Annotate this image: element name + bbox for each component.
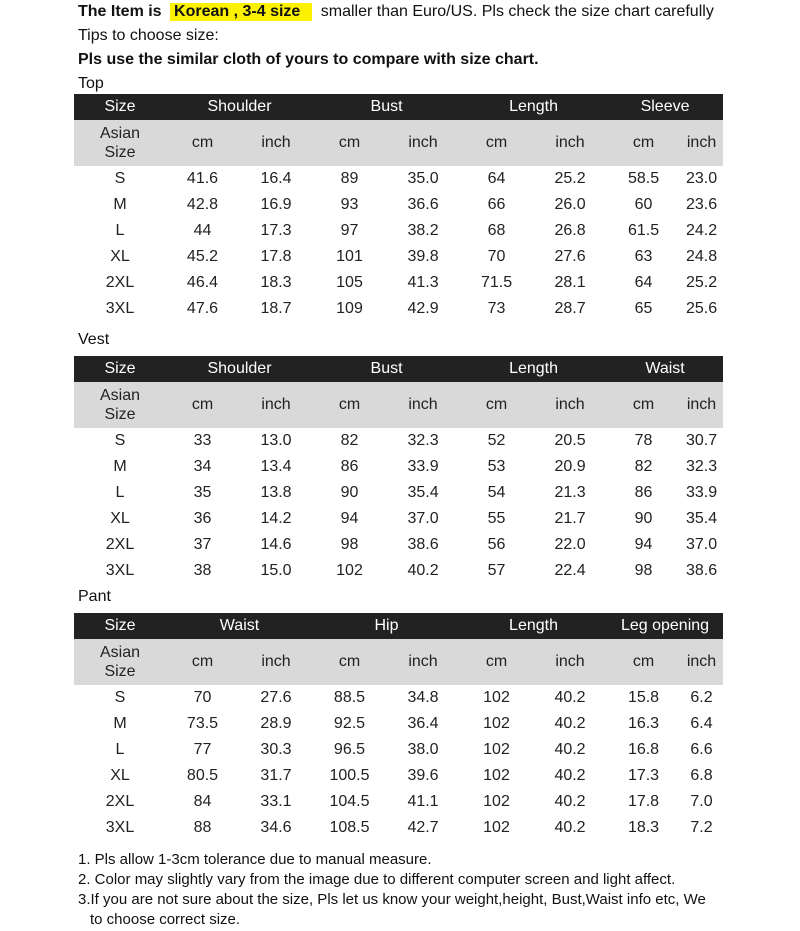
- measurement-cell: 78: [634, 432, 653, 449]
- measurement-cell: 31.7: [260, 767, 292, 784]
- measurement-cell: 38.6: [407, 536, 439, 553]
- unit-cm: cm: [460, 120, 533, 166]
- note-3-continued: to choose correct size.: [90, 911, 241, 928]
- size-header: Size: [74, 356, 166, 382]
- measurement-cell: 6.4: [690, 715, 713, 732]
- table-row: [74, 270, 723, 296]
- measurement-cell: 40.2: [554, 819, 586, 836]
- measurement-cell: 13.0: [260, 432, 292, 449]
- unit-row: [74, 120, 723, 166]
- table-row: [74, 558, 723, 584]
- measurement-cell: 40.2: [407, 562, 439, 579]
- measurement-cell: 39.6: [407, 767, 439, 784]
- unit-cm: cm: [607, 382, 680, 428]
- unit-inch: inch: [680, 120, 723, 166]
- unit-cm: cm: [607, 639, 680, 685]
- size-table-pant: [74, 613, 723, 841]
- measurement-cell: 101: [336, 248, 363, 265]
- measurement-cell: 15.0: [260, 562, 292, 579]
- measurement-cell: 82: [634, 458, 653, 475]
- measurement-cell: 24.8: [685, 248, 718, 265]
- measurement-cell: 65: [634, 300, 653, 317]
- measure-header: Sleeve: [607, 94, 723, 120]
- measurement-cell: 32.3: [407, 432, 439, 449]
- size-cell: M: [113, 715, 127, 732]
- size-cell: 3XL: [105, 300, 135, 317]
- measurement-cell: 30.7: [685, 432, 718, 449]
- table-row: [74, 296, 723, 322]
- table-row: [74, 532, 723, 558]
- measurement-cell: 17.3: [260, 222, 292, 239]
- size-cell: 2XL: [105, 536, 135, 553]
- measurement-cell: 88.5: [333, 689, 366, 706]
- note-3: 3.If you are not sure about the size, Pls let us know your weight,height, Bust,Waist info etc, We: [78, 891, 706, 908]
- measurement-cell: 28.9: [260, 715, 292, 732]
- size-header: Size: [74, 613, 166, 639]
- unit-inch: inch: [680, 382, 723, 428]
- measure-header: Hip: [313, 613, 460, 639]
- measurement-cell: 45.2: [186, 248, 219, 265]
- size-cell: L: [115, 741, 125, 758]
- intro-prefix: The Item is: [78, 3, 162, 20]
- measurement-cell: 33: [193, 432, 212, 449]
- unit-cm: cm: [460, 639, 533, 685]
- measurement-cell: 35.4: [685, 510, 718, 527]
- notes: [78, 850, 728, 930]
- measurement-cell: 17.3: [627, 767, 660, 784]
- size-cell: L: [115, 222, 125, 239]
- measurement-cell: 25.6: [685, 300, 718, 317]
- measurement-cell: 18.3: [260, 274, 292, 291]
- compare-instruction: Pls use the similar cloth of yours to compare with size chart.: [78, 51, 539, 68]
- measurement-cell: 53: [487, 458, 506, 475]
- unit-inch: inch: [386, 120, 460, 166]
- measurement-cell: 52: [487, 432, 506, 449]
- measurement-cell: 13.8: [260, 484, 292, 501]
- measurement-cell: 22.4: [554, 562, 586, 579]
- asian-label-line: Asian: [99, 387, 141, 404]
- measurement-cell: 14.2: [260, 510, 292, 527]
- measurement-cell: 7.2: [690, 819, 713, 836]
- table-row: [74, 763, 723, 789]
- measurement-cell: 22.0: [554, 536, 586, 553]
- measurement-cell: 24.2: [685, 222, 718, 239]
- measurement-cell: 80.5: [186, 767, 219, 784]
- measurement-cell: 102: [483, 819, 510, 836]
- unit-inch: inch: [533, 639, 607, 685]
- measurement-cell: 36.4: [407, 715, 439, 732]
- measurement-cell: 42.9: [407, 300, 439, 317]
- header-row: [74, 94, 723, 120]
- table-row: [74, 737, 723, 763]
- size-cell: S: [114, 432, 126, 449]
- measurement-cell: 33.9: [685, 484, 718, 501]
- unit-inch: inch: [533, 382, 607, 428]
- unit-cm: cm: [460, 382, 533, 428]
- measurement-cell: 33.1: [260, 793, 292, 810]
- measurement-cell: 96.5: [333, 741, 366, 758]
- measurement-cell: 34.8: [407, 689, 439, 706]
- header-row: [74, 613, 723, 639]
- table-row: [74, 480, 723, 506]
- measurement-cell: 42.8: [186, 196, 219, 213]
- table-row: [74, 454, 723, 480]
- measurement-cell: 70: [487, 248, 506, 265]
- measurement-cell: 20.9: [554, 458, 586, 475]
- size-cell: XL: [110, 248, 130, 265]
- unit-cm: cm: [607, 120, 680, 166]
- measurement-cell: 109: [336, 300, 363, 317]
- measurement-cell: 16.3: [627, 715, 660, 732]
- measurement-cell: 17.8: [627, 793, 660, 810]
- measurement-cell: 82: [340, 432, 359, 449]
- measurement-cell: 55: [487, 510, 506, 527]
- measurement-cell: 71.5: [480, 274, 513, 291]
- measurement-cell: 86: [340, 458, 359, 475]
- measurement-cell: 32.3: [685, 458, 718, 475]
- size-highlight: Korean , 3-4 size: [170, 3, 312, 21]
- measurement-cell: 41.3: [407, 274, 439, 291]
- measurement-cell: 25.2: [685, 274, 718, 291]
- size-cell: XL: [110, 767, 130, 784]
- measurement-cell: 56: [487, 536, 506, 553]
- measurement-cell: 41.6: [186, 170, 219, 187]
- intro-line: [78, 3, 714, 21]
- measurement-cell: 7.0: [690, 793, 713, 810]
- table-row: [74, 218, 723, 244]
- unit-row: [74, 639, 723, 685]
- section-title-top: Top: [78, 75, 104, 92]
- measurement-cell: 46.4: [186, 274, 219, 291]
- measure-header: Bust: [313, 356, 460, 382]
- unit-cm: cm: [166, 639, 239, 685]
- table-row: [74, 815, 723, 841]
- measurement-cell: 88: [193, 819, 212, 836]
- measurement-cell: 36: [193, 510, 212, 527]
- measurement-cell: 93: [340, 196, 359, 213]
- measurement-cell: 47.6: [186, 300, 219, 317]
- measurement-cell: 27.6: [554, 248, 586, 265]
- measurement-cell: 94: [634, 536, 653, 553]
- measurement-cell: 13.4: [260, 458, 292, 475]
- measurement-cell: 6.2: [690, 689, 713, 706]
- measurement-cell: 18.7: [260, 300, 292, 317]
- measurement-cell: 63: [634, 248, 653, 265]
- measurement-cell: 40.2: [554, 793, 586, 810]
- measurement-cell: 41.1: [407, 793, 439, 810]
- measurement-cell: 104.5: [329, 793, 370, 810]
- unit-inch: inch: [386, 639, 460, 685]
- measurement-cell: 34.6: [260, 819, 292, 836]
- measurement-cell: 27.6: [260, 689, 292, 706]
- measurement-cell: 30.3: [260, 741, 292, 758]
- measurement-cell: 60: [634, 196, 653, 213]
- measure-header: Waist: [166, 613, 313, 639]
- unit-row: [74, 382, 723, 428]
- measurement-cell: 26.8: [554, 222, 586, 239]
- measurement-cell: 38.0: [407, 741, 439, 758]
- measurement-cell: 86: [634, 484, 653, 501]
- measurement-cell: 42.7: [407, 819, 439, 836]
- size-cell: M: [113, 196, 127, 213]
- size-cell: M: [113, 458, 127, 475]
- unit-inch: inch: [239, 639, 313, 685]
- unit-cm: cm: [166, 120, 239, 166]
- measurement-cell: 64: [634, 274, 653, 291]
- tips-heading: Tips to choose size:: [78, 27, 219, 44]
- table-row: [74, 428, 723, 454]
- size-table-vest: [74, 356, 723, 584]
- header-row: [74, 356, 723, 382]
- measurement-cell: 40.2: [554, 689, 586, 706]
- table-row: [74, 789, 723, 815]
- size-label-line: Size: [104, 144, 136, 161]
- measurement-cell: 84: [193, 793, 212, 810]
- table-row: [74, 506, 723, 532]
- measurement-cell: 18.3: [627, 819, 660, 836]
- measurement-cell: 6.6: [690, 741, 713, 758]
- table-row: [74, 192, 723, 218]
- measurement-cell: 38.6: [685, 562, 718, 579]
- measurement-cell: 28.7: [554, 300, 586, 317]
- measurement-cell: 33.9: [407, 458, 439, 475]
- measurement-cell: 90: [340, 484, 359, 501]
- unit-cm: cm: [166, 382, 239, 428]
- measurement-cell: 21.3: [554, 484, 586, 501]
- measure-header: Shoulder: [166, 356, 313, 382]
- measurement-cell: 73.5: [186, 715, 219, 732]
- measurement-cell: 98: [634, 562, 653, 579]
- measure-header: Bust: [313, 94, 460, 120]
- measure-header: Shoulder: [166, 94, 313, 120]
- note-1: 1. Pls allow 1-3cm tolerance due to manual measure.: [78, 851, 432, 868]
- measurement-cell: 21.7: [554, 510, 586, 527]
- measurement-cell: 36.6: [407, 196, 439, 213]
- measurement-cell: 97: [340, 222, 359, 239]
- asian-size-label: [74, 382, 166, 428]
- section-title-pant: Pant: [78, 588, 111, 605]
- measurement-cell: 102: [483, 741, 510, 758]
- measurement-cell: 102: [483, 767, 510, 784]
- measurement-cell: 58.5: [627, 170, 660, 187]
- unit-inch: inch: [533, 120, 607, 166]
- size-cell: 2XL: [105, 793, 135, 810]
- measurement-cell: 25.2: [554, 170, 586, 187]
- measurement-cell: 90: [634, 510, 653, 527]
- unit-inch: inch: [680, 639, 723, 685]
- measurement-cell: 98: [340, 536, 359, 553]
- unit-cm: cm: [313, 639, 386, 685]
- measure-header: Leg opening: [607, 613, 723, 639]
- size-table-top: [74, 94, 723, 322]
- measurement-cell: 37: [193, 536, 212, 553]
- size-cell: 3XL: [105, 562, 135, 579]
- measurement-cell: 15.8: [627, 689, 660, 706]
- measurement-cell: 108.5: [329, 819, 370, 836]
- measurement-cell: 102: [336, 562, 363, 579]
- measurement-cell: 17.8: [260, 248, 292, 265]
- measurement-cell: 92.5: [333, 715, 366, 732]
- measurement-cell: 39.8: [407, 248, 439, 265]
- measurement-cell: 16.4: [260, 170, 292, 187]
- measurement-cell: 38.2: [407, 222, 439, 239]
- size-label-line: Size: [104, 663, 136, 680]
- unit-cm: cm: [313, 120, 386, 166]
- measurement-cell: 26.0: [554, 196, 586, 213]
- size-cell: 2XL: [105, 274, 135, 291]
- size-cell: XL: [110, 510, 130, 527]
- measurement-cell: 102: [483, 715, 510, 732]
- unit-inch: inch: [386, 382, 460, 428]
- unit-inch: inch: [239, 120, 313, 166]
- measurement-cell: 57: [487, 562, 506, 579]
- size-label-line: Size: [104, 406, 136, 423]
- asian-size-label: [74, 639, 166, 685]
- measurement-cell: 44: [193, 222, 212, 239]
- size-cell: S: [114, 689, 126, 706]
- measurement-cell: 40.2: [554, 767, 586, 784]
- measurement-cell: 77: [193, 741, 212, 758]
- measurement-cell: 38: [193, 562, 212, 579]
- size-cell: 3XL: [105, 819, 135, 836]
- size-cell: S: [114, 170, 126, 187]
- measurement-cell: 105: [336, 274, 363, 291]
- measurement-cell: 54: [487, 484, 506, 501]
- measurement-cell: 94: [340, 510, 359, 527]
- measurement-cell: 102: [483, 793, 510, 810]
- section-title-vest: Vest: [78, 331, 110, 348]
- measurement-cell: 37.0: [407, 510, 439, 527]
- measurement-cell: 20.5: [554, 432, 586, 449]
- size-header: Size: [74, 94, 166, 120]
- measurement-cell: 34: [193, 458, 212, 475]
- note-2: 2. Color may slightly vary from the image due to different computer screen and light affect.: [78, 871, 676, 888]
- measure-header: Waist: [607, 356, 723, 382]
- intro-suffix: smaller than Euro/US. Pls check the size chart carefully: [320, 3, 714, 20]
- measurement-cell: 100.5: [329, 767, 370, 784]
- measurement-cell: 64: [487, 170, 506, 187]
- measurement-cell: 70: [193, 689, 212, 706]
- unit-inch: inch: [239, 382, 313, 428]
- table-row: [74, 685, 723, 711]
- measurement-cell: 40.2: [554, 715, 586, 732]
- unit-cm: cm: [313, 382, 386, 428]
- measurement-cell: 61.5: [627, 222, 660, 239]
- asian-size-label: [74, 120, 166, 166]
- measurement-cell: 35.4: [407, 484, 439, 501]
- measurement-cell: 16.8: [627, 741, 660, 758]
- asian-label-line: Asian: [99, 125, 141, 142]
- measurement-cell: 16.9: [260, 196, 292, 213]
- measurement-cell: 6.8: [690, 767, 713, 784]
- asian-label-line: Asian: [99, 644, 141, 661]
- measurement-cell: 102: [483, 689, 510, 706]
- size-cell: L: [115, 484, 125, 501]
- measurement-cell: 40.2: [554, 741, 586, 758]
- measurement-cell: 73: [487, 300, 506, 317]
- measurement-cell: 35: [193, 484, 212, 501]
- measure-header: Length: [460, 356, 607, 382]
- measurement-cell: 66: [487, 196, 506, 213]
- measurement-cell: 14.6: [260, 536, 292, 553]
- table-row: [74, 244, 723, 270]
- measurement-cell: 35.0: [407, 170, 439, 187]
- table-row: [74, 711, 723, 737]
- measurement-cell: 37.0: [685, 536, 718, 553]
- measurement-cell: 23.6: [685, 196, 718, 213]
- measurement-cell: 23.0: [685, 170, 718, 187]
- table-row: [74, 166, 723, 192]
- measure-header: Length: [460, 613, 607, 639]
- measurement-cell: 89: [340, 170, 359, 187]
- measurement-cell: 28.1: [554, 274, 586, 291]
- measurement-cell: 68: [487, 222, 506, 239]
- measure-header: Length: [460, 94, 607, 120]
